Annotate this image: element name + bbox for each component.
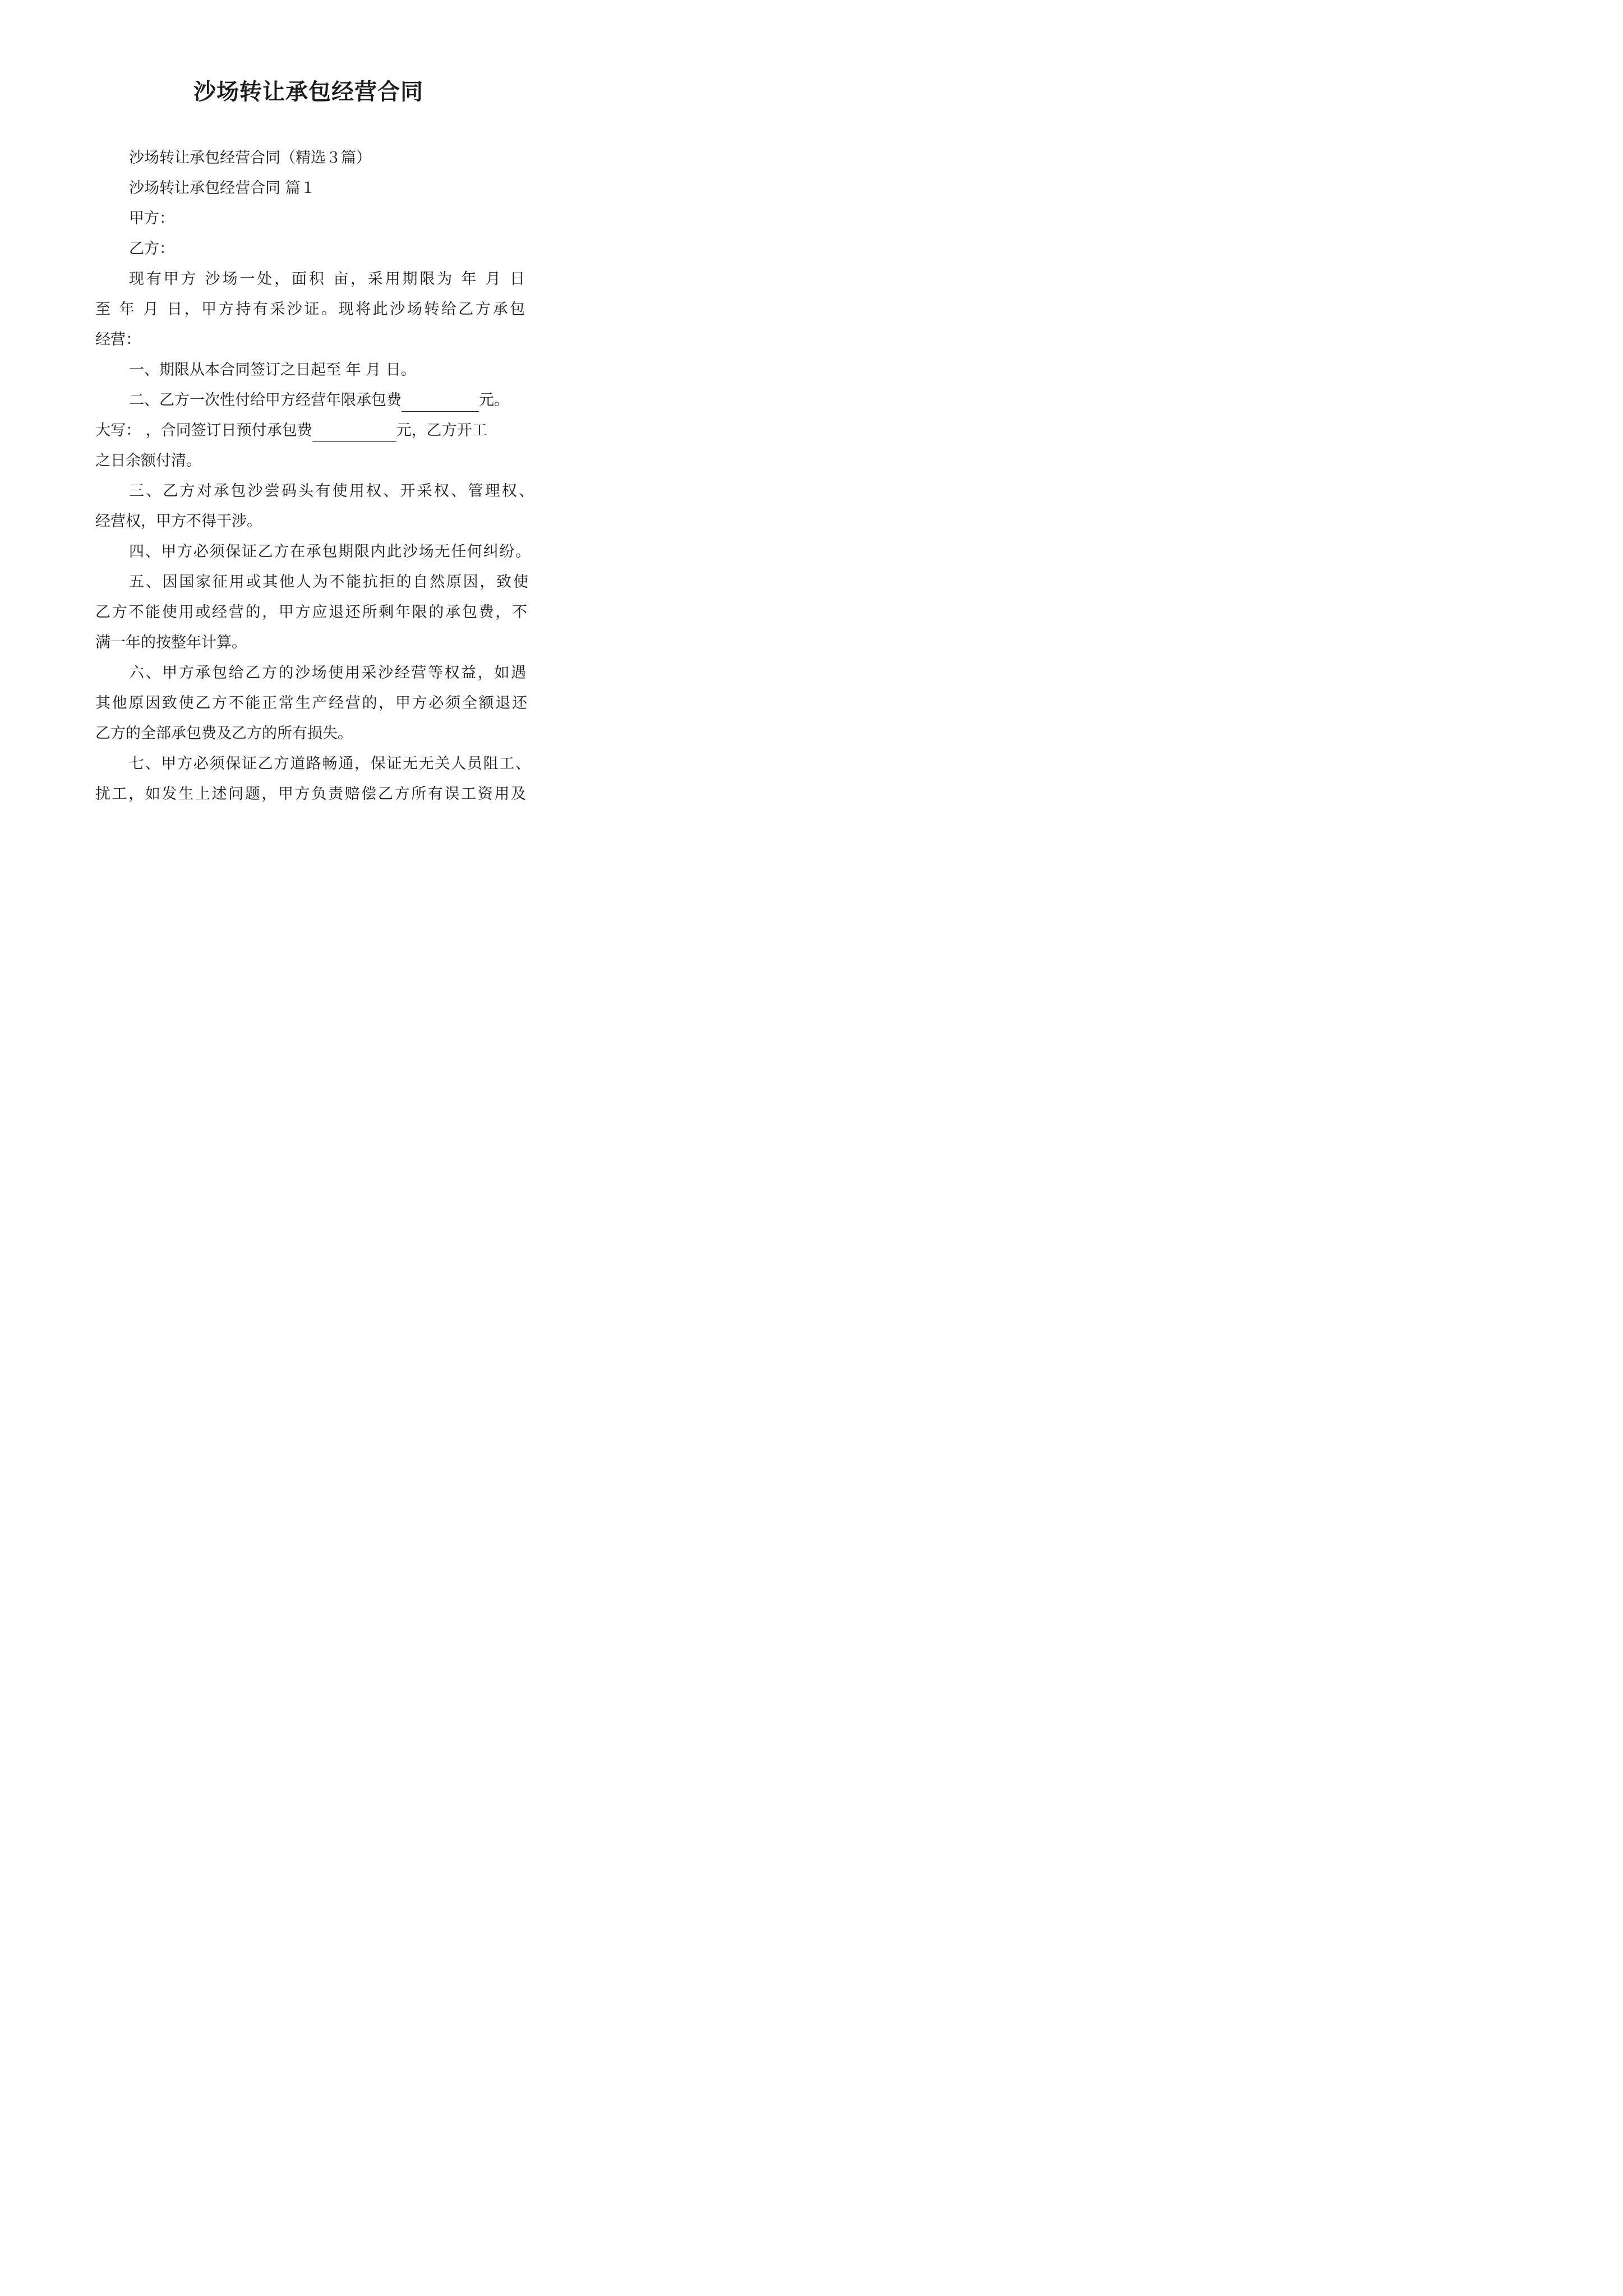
clause-2-fee-label: 二、乙方一次性付给甲方经营年限承包费 xyxy=(129,392,402,409)
clause-7-line-1: 七、甲方必须保证乙方道路畅通，保证无无关人员阻工、 xyxy=(129,755,531,772)
intro-line-3: 经营： xyxy=(95,331,141,348)
party-a-label: 甲方： xyxy=(129,210,174,227)
party-b-label: 乙方： xyxy=(129,240,174,257)
clause-6-line-2: 其他原因致使乙方不能正常生产经营的，甲方必须全额退还 xyxy=(95,694,527,712)
intro-line-2: 至 年 月 日，甲方持有采沙证。现将此沙场转给乙方承包 xyxy=(95,301,525,318)
clause-2-fee-unit: 元。 xyxy=(479,392,509,409)
fee-amount-blank xyxy=(402,394,479,412)
clause-5-line-1: 五、因国家征用或其他人为不能抗拒的自然原因，致使 xyxy=(129,573,528,591)
document-title: 沙场转让承包经营合同 xyxy=(193,79,423,105)
prepay-amount-blank xyxy=(312,425,396,442)
clause-3-line-1: 三、乙方对承包沙尝码头有使用权、开采权、管理权、 xyxy=(129,482,534,500)
document-subtitle: 沙场转让承包经营合同（精选３篇） xyxy=(129,149,371,167)
section-heading: 沙场转让承包经营合同 篇１ xyxy=(129,180,316,197)
clause-6-line-3: 乙方的全部承包费及乙方的所有损失。 xyxy=(95,725,353,742)
clause-2-prepay-label: 大写： ，合同签订日预付承包费 xyxy=(95,422,312,439)
clause-5-line-3: 满一年的按整年计算。 xyxy=(95,634,247,651)
clause-2-line-2 xyxy=(95,420,487,442)
document-page xyxy=(0,0,617,873)
clause-2-line-1 xyxy=(129,389,509,412)
clause-2-prepay-unit: 元，乙方开工 xyxy=(396,422,487,439)
clause-2-line-3: 之日余额付清。 xyxy=(95,452,201,470)
clause-5-line-2: 乙方不能使用或经营的，甲方应退还所剩年限的承包费，不 xyxy=(95,604,527,621)
clause-1: 一、期限从本合同签订之日起至 年 月 日。 xyxy=(129,361,416,379)
clause-6-line-1: 六、甲方承包给乙方的沙场使用采沙经营等权益，如遇 xyxy=(129,664,526,682)
clause-7-line-2: 扰工，如发生上述问题，甲方负责赔偿乙方所有误工资用及 xyxy=(95,785,526,803)
intro-line-1: 现有甲方 沙场一处，面积 亩，采用期限为 年 月 日 xyxy=(129,270,525,288)
clause-3-line-2: 经营权，甲方不得干涉。 xyxy=(95,513,262,530)
clause-4: 四、甲方必须保证乙方在承包期限内此沙场无任何纠纷。 xyxy=(129,543,531,560)
